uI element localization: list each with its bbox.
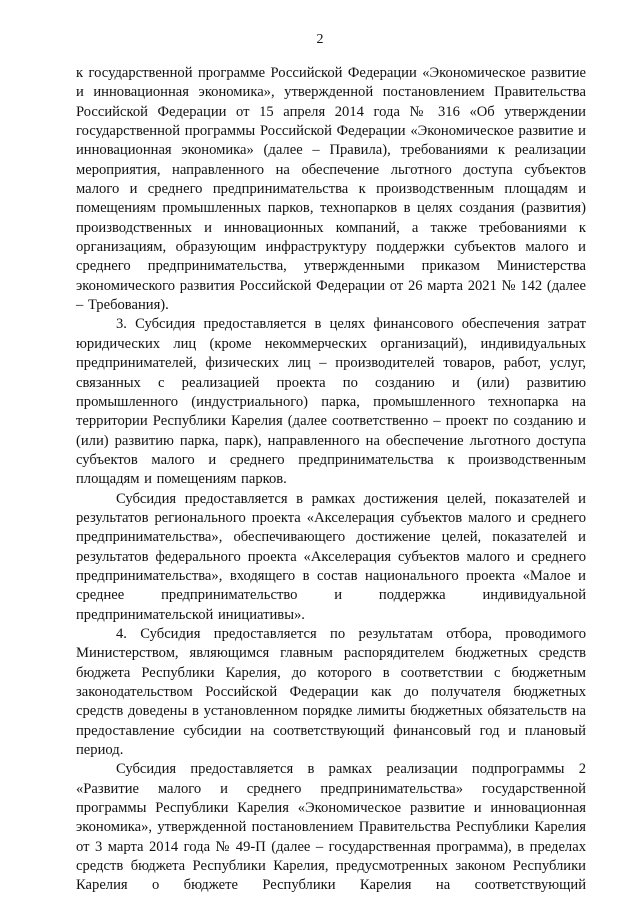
document-body	[76, 64, 586, 896]
paragraph-subsidy-purpose: 3. Субсидия предоставляется в целях финансового обеспечения затрат юридических лиц (кроме некоммерческих организаций), индивидуальных предпринимателей, физических лиц – производителей товаров, работ, услуг, связанных с реализацией проекта по созданию и (или) развитию промышленного (индустриального) парка, промышленного технопарка на территории Республики Карелия (далее соответственно – проект по созданию и (или) развитию парка, парк), направленного на обеспечение льготного доступа субъектов малого и среднего предпринимательства к производственным площадям и помещениям парков.	[76, 316, 586, 488]
page-number: 2	[316, 32, 324, 47]
paragraph-state-program: Субсидия предоставляется в рамках реализации подпрограммы 2 «Развитие малого и среднего предпринимательства» государственной программы Республики Карелия «Экономическое развитие и инновационная экономика», утвержденной постановлением Правительства Республики Карелия от 3 марта 2014 года № 49-П (далее – государственная программа), в пределах средств бюджета Республики Карелия, предусмотренных законом Республики Карелия о бюджете Республики Карелия на соответствующий	[76, 761, 586, 894]
paragraph-rules-reference: к государственной программе Российской Федерации «Экономическое развитие и инновационная экономика», утвержденной постановлением Правительства Российской Федерации от 15 апреля 2014 года № 316 «Об утверждении государственной программы Российской Федерации «Экономическое развитие и инновационная экономика» (далее – Правила), требованиями к реализации мероприятия, направленного на обеспечение льготного доступа субъектов малого и среднего предпринимательства к производственным площадям и помещениям промышленных парков, технопарков в целях создания (развития) производственных и инновационных компаний, а также требованиями к организациям, образующим инфраструктуру поддержки субъектов малого и среднего предпринимательства, утвержденными приказом Министерства экономического развития Российской Федерации от 26 марта 2021 № 142 (далее – Требования).	[76, 65, 586, 314]
paragraph-regional-project: Субсидия предоставляется в рамках достижения целей, показателей и результатов регионального проекта «Акселерация субъектов малого и среднего предпринимательства», обеспечивающего достижение целей, показателей и результатов федерального проекта «Акселерация субъектов малого и среднего предпринимательства», входящего в состав национального проекта «Малое и среднее предпринимательство и поддержка индивидуальной предпринимательской инициативы».	[76, 490, 586, 623]
paragraph-selection: 4. Субсидия предоставляется по результатам отбора, проводимого Министерством, являющимся главным распорядителем бюджетных средств бюджета Республики Карелия, до которого в соответствии с бюджетным законодательством Российской Федерации как до получателя бюджетных средств доведены в установленном порядке лимиты бюджетных обязательств на предоставление субсидии на соответствующий финансовый год и плановый период.	[76, 625, 586, 759]
